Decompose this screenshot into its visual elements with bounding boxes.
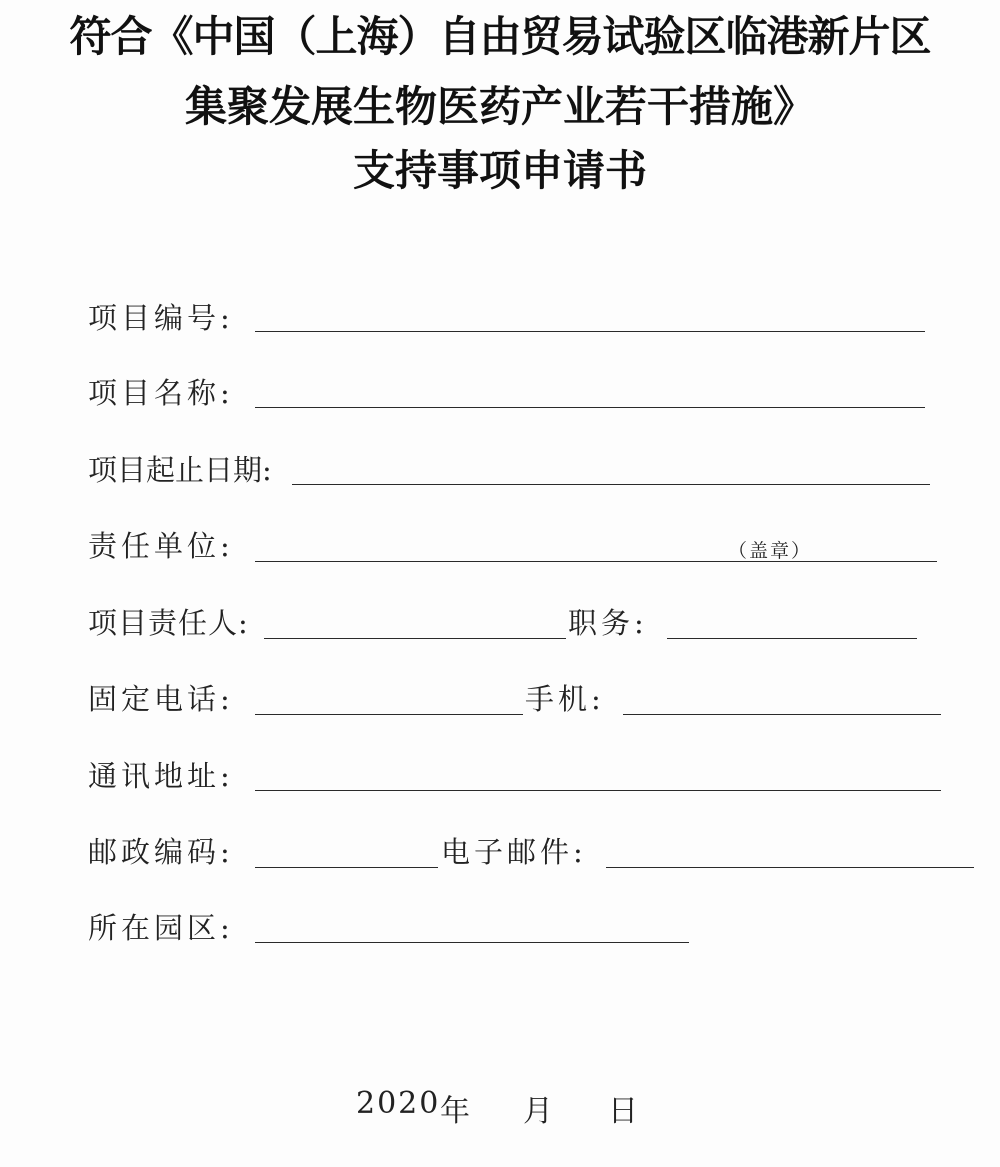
project-number-field[interactable] [255,331,925,332]
title-line-1: 符合《中国（上海）自由贸易试验区临港新片区 [69,12,931,61]
postcode-field[interactable] [255,867,438,868]
park-field[interactable] [255,942,689,943]
project-number-label: 项目编号: [88,301,234,335]
title-line-2: 集聚发展生物医药产业若干措施》 [184,82,815,131]
address-field[interactable] [255,790,941,791]
date-year: 2020 [356,1086,441,1121]
position-label: 职务: [568,606,648,640]
title-line-3: 支持事项申请书 [352,146,647,195]
mobile-label: 手机: [525,682,605,716]
date-day-unit: 日 [608,1094,638,1129]
responsible-unit-label: 责任单位: [88,529,234,563]
landline-label: 固定电话: [88,682,234,716]
date-month-unit: 月 [523,1094,553,1129]
landline-field[interactable] [255,714,523,715]
position-field[interactable] [667,638,917,639]
email-label: 电子邮件: [441,835,587,869]
seal-note: （盖章） [728,540,813,562]
project-name-field[interactable] [255,407,925,408]
project-leader-field[interactable] [264,638,566,639]
address-label: 通讯地址: [88,759,234,793]
project-period-field[interactable] [292,484,930,485]
responsible-unit-field[interactable] [255,561,937,562]
postcode-label: 邮政编码: [88,835,234,869]
project-name-label: 项目名称: [88,376,234,410]
date-year-unit: 年 [440,1094,470,1129]
project-period-label: 项目起止日期: [88,453,272,487]
mobile-field[interactable] [623,714,941,715]
park-label: 所在园区: [88,911,234,945]
email-field[interactable] [606,867,974,868]
project-leader-label: 项目责任人: [88,606,249,640]
